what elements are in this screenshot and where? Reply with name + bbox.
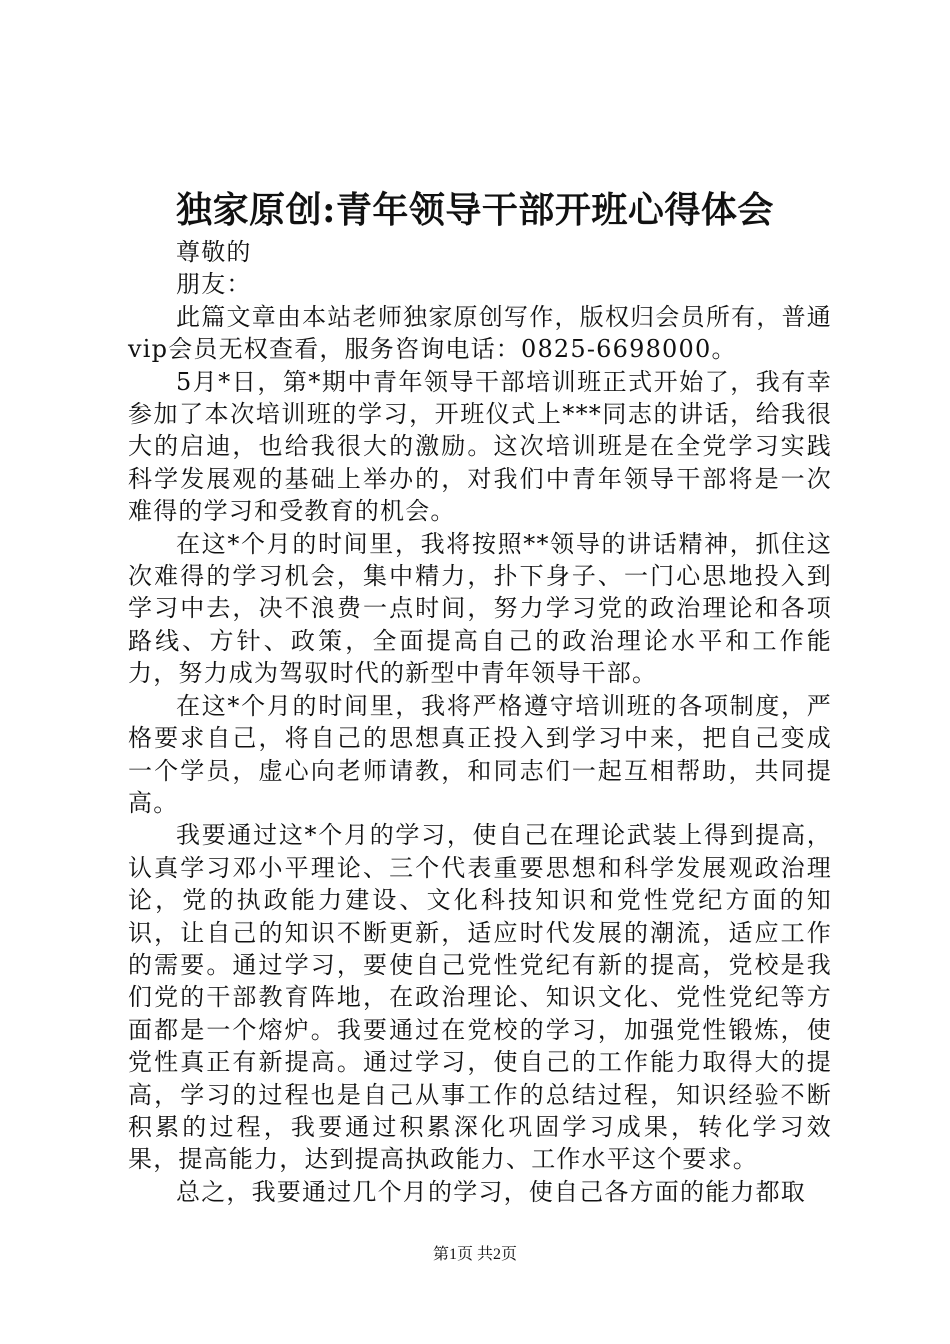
page-number-footer: 第1页 共2页 <box>432 1246 517 1263</box>
body-paragraph: 总之，我要通过几个月的学习，使自己各方面的能力都取 <box>176 1177 806 1206</box>
salutation-line-2: 朋友： <box>176 270 252 299</box>
document-body <box>128 236 832 1208</box>
body-paragraph: 我要通过这*个月的学习，使自己在理论武装上得到提高，认真学习邓小平理论、三个代表重要思想和科学发展观政治理论，党的执政能力建设、文化科技知识和党性党纪方面的知识，让自己的知识不断更新，适应时代发展的潮流，适应工作的需要。通过学习，要使自己党性党纪有新的提高，党校是我们党的干部教育阵地，在政治理论、知识文化、党性党纪等方面都是一个熔炉。我要通过在党校的学习，加强党性锻炼，使党性真正有新提高。通过学习，使自己的工作能力取得大的提高，学习的过程也是自己从事工作的总结过程，知识经验不断积累的过程，我要通过积累深化巩固学习成果，转化学习效果，提高能力，达到提高执政能力、工作水平这个要求。 <box>128 821 832 1174</box>
copyright-notice: 此篇文章由本站老师独家原创写作，版权归会员所有，普通vip会员无权查看，服务咨询电话：0825-6698000。 <box>128 302 832 364</box>
body-paragraph: 在这*个月的时间里，我将按照**领导的讲话精神，抓住这次难得的学习机会，集中精力，扑下身子、一门心思地投入到学习中去，决不浪费一点时间，努力学习党的政治理论和各项路线、方针、政策，全面提高自己的政治理论水平和工作能力，努力成为驾驭时代的新型中青年领导干部。 <box>128 529 832 688</box>
body-paragraph: 5月*日，第*期中青年领导干部培训班正式开始了，我有幸参加了本次培训班的学习，开班仪式上***同志的讲话，给我很大的启迪，也给我很大的激励。这次培训班是在全党学习实践科学发展观的基础上举办的，对我们中青年领导干部将是一次难得的学习和受教育的机会。 <box>128 367 832 526</box>
salutation-line-1: 尊敬的 <box>176 238 252 266</box>
document-title: 独家原创:青年领导干部开班心得体会 <box>176 189 774 231</box>
body-paragraph: 在这*个月的时间里，我将严格遵守培训班的各项制度，严格要求自己，将自己的思想真正投入到学习中来，把自己变成一个学员，虚心向老师请教，和同志们一起互相帮助，共同提高。 <box>128 691 832 817</box>
